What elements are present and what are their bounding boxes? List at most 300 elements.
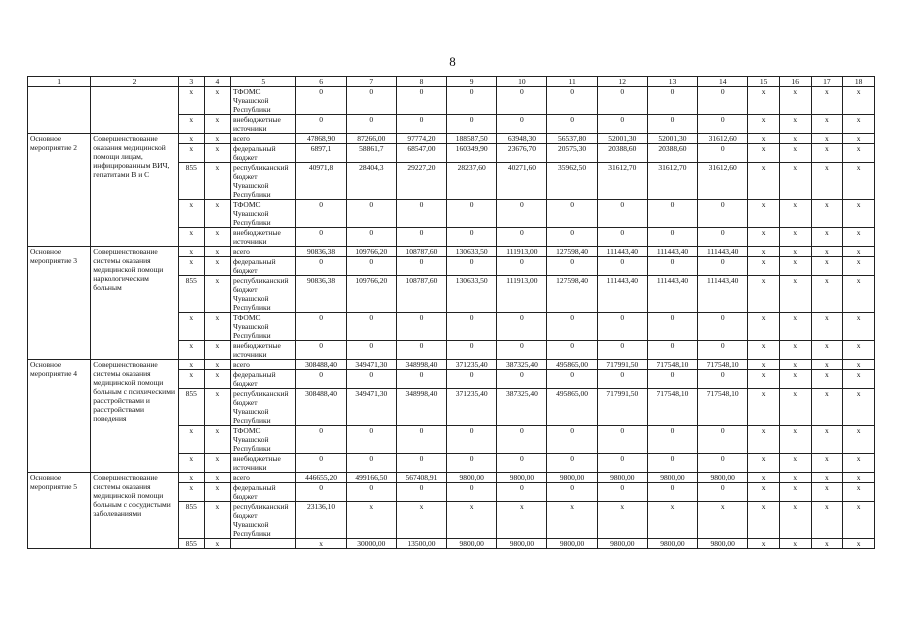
table-cell: 387325,40 — [497, 360, 547, 370]
table-cell: x — [748, 389, 780, 426]
table-cell: x — [811, 276, 843, 313]
table-cell: 0 — [396, 257, 446, 276]
table-cell: 111443,40 — [597, 276, 647, 313]
table-cell: 717991,50 — [597, 360, 647, 370]
event-title-cell: Совершенствование оказания медицинской помощи лицам, инфицированным ВИЧ, гепатитами B и C — [91, 134, 178, 247]
column-header: 16 — [779, 77, 811, 87]
table-cell: 0 — [346, 313, 396, 341]
table-cell: 0 — [346, 115, 396, 134]
funding-source-cell: ТФОМС Чувашской Республики — [230, 87, 295, 115]
table-cell: 9800,00 — [447, 539, 497, 549]
table-cell: 0 — [447, 313, 497, 341]
table-cell: 0 — [698, 257, 748, 276]
table-cell: 0 — [698, 454, 748, 473]
table-cell: 0 — [647, 370, 697, 389]
column-header: 8 — [396, 77, 446, 87]
table-cell: 0 — [447, 370, 497, 389]
table-cell: x — [178, 360, 204, 370]
funding-source-cell: федеральный бюджет — [230, 370, 295, 389]
column-header: 14 — [698, 77, 748, 87]
table-cell: 495865,00 — [547, 360, 597, 370]
table-cell: x — [811, 247, 843, 257]
table-cell: x — [748, 144, 780, 163]
table-cell: x — [204, 144, 230, 163]
table-cell: x — [204, 539, 230, 549]
table-cell: x — [779, 313, 811, 341]
table-cell: x — [178, 134, 204, 144]
table-cell: 87266,00 — [346, 134, 396, 144]
table-cell: 0 — [346, 454, 396, 473]
table-cell: 495865,00 — [547, 389, 597, 426]
table-cell: 58861,7 — [346, 144, 396, 163]
table-cell: x — [779, 200, 811, 228]
table-cell: x — [779, 228, 811, 247]
table-cell: x — [597, 502, 647, 539]
table-cell: 9800,00 — [597, 473, 647, 483]
table-cell: 52001,30 — [597, 134, 647, 144]
funding-source-cell: внебюджетные источники — [230, 115, 295, 134]
column-header: 10 — [497, 77, 547, 87]
column-header: 18 — [843, 77, 875, 87]
funding-source-cell: республиканский бюджет Чувашской Республики — [230, 276, 295, 313]
table-cell: x — [748, 426, 780, 454]
column-header: 12 — [597, 77, 647, 87]
table-cell: x — [204, 502, 230, 539]
table-cell: x — [779, 134, 811, 144]
table-cell: 0 — [547, 115, 597, 134]
event-name-cell: Основное мероприятие 5 — [28, 473, 91, 549]
table-cell: x — [748, 87, 780, 115]
column-header: 4 — [204, 77, 230, 87]
table-cell: 9800,00 — [698, 539, 748, 549]
table-cell: x — [843, 483, 875, 502]
table-cell: 0 — [346, 370, 396, 389]
table-cell: 111443,40 — [647, 247, 697, 257]
table-cell: 855 — [178, 163, 204, 200]
table-cell: 0 — [346, 87, 396, 115]
table-cell: x — [811, 539, 843, 549]
table-cell: 308488,40 — [296, 389, 346, 426]
table-cell: 0 — [396, 483, 446, 502]
table-cell: x — [779, 454, 811, 473]
table-cell: x — [811, 115, 843, 134]
table-cell: x — [178, 228, 204, 247]
table-cell: 0 — [296, 87, 346, 115]
table-cell: 0 — [647, 87, 697, 115]
table-cell: x — [779, 247, 811, 257]
table-cell: 9800,00 — [497, 473, 547, 483]
table-cell: 0 — [396, 313, 446, 341]
table-cell: x — [779, 539, 811, 549]
table-cell: x — [178, 370, 204, 389]
table-cell: 567408,91 — [396, 473, 446, 483]
column-header: 13 — [647, 77, 697, 87]
table-cell: x — [843, 454, 875, 473]
table-cell: x — [811, 389, 843, 426]
table-cell: x — [748, 473, 780, 483]
table-cell: 0 — [396, 87, 446, 115]
table-cell: 0 — [698, 228, 748, 247]
table-cell: x — [811, 483, 843, 502]
table-cell: x — [779, 502, 811, 539]
table-cell: x — [204, 341, 230, 360]
table-cell: x — [843, 247, 875, 257]
table-cell: 0 — [647, 115, 697, 134]
table-cell: x — [811, 360, 843, 370]
funding-source-cell: ТФОМС Чувашской Республики — [230, 426, 295, 454]
table-cell: x — [204, 257, 230, 276]
header-row — [28, 77, 875, 87]
table-row — [28, 134, 875, 144]
table-cell: 717991,50 — [597, 389, 647, 426]
table-cell: 47868,90 — [296, 134, 346, 144]
table-cell: 0 — [597, 313, 647, 341]
event-name-cell: Основное мероприятие 4 — [28, 360, 91, 473]
table-cell: 30000,00 — [346, 539, 396, 549]
table-cell: 349471,30 — [346, 360, 396, 370]
table-cell: 0 — [497, 200, 547, 228]
table-cell: x — [748, 200, 780, 228]
table-cell: 13500,00 — [396, 539, 446, 549]
table-cell: 31612,70 — [647, 163, 697, 200]
column-header: 6 — [296, 77, 346, 87]
table-cell: 111443,40 — [597, 247, 647, 257]
table-cell: 0 — [698, 313, 748, 341]
table-cell: x — [779, 426, 811, 454]
table-cell: x — [811, 454, 843, 473]
table-cell: 35962,50 — [547, 163, 597, 200]
table-cell: 717548,10 — [698, 360, 748, 370]
table-cell: x — [811, 502, 843, 539]
table-cell: x — [843, 370, 875, 389]
table-cell: x — [843, 341, 875, 360]
table-cell: 111913,00 — [497, 276, 547, 313]
table-cell: 0 — [447, 341, 497, 360]
table-cell: 0 — [547, 483, 597, 502]
table-cell: x — [748, 313, 780, 341]
table-cell: x — [811, 200, 843, 228]
table-cell: x — [204, 247, 230, 257]
table-cell: 23136,10 — [296, 502, 346, 539]
funding-source-cell: федеральный бюджет — [230, 483, 295, 502]
table-cell: 0 — [597, 370, 647, 389]
table-cell: x — [748, 539, 780, 549]
table-cell: 0 — [547, 426, 597, 454]
column-header: 2 — [91, 77, 178, 87]
table-cell: 308488,40 — [296, 360, 346, 370]
table-cell: 855 — [178, 539, 204, 549]
table-cell: 717548,10 — [647, 360, 697, 370]
table-cell: 28404,3 — [346, 163, 396, 200]
table-cell: x — [843, 389, 875, 426]
funding-source-cell: внебюджетные источники — [230, 228, 295, 247]
funding-source-cell: ТФОМС Чувашской Республики — [230, 313, 295, 341]
table-cell: 130633,50 — [447, 247, 497, 257]
table-cell: 63948,30 — [497, 134, 547, 144]
table-cell: x — [204, 200, 230, 228]
table-cell: 108787,60 — [396, 276, 446, 313]
event-title-cell — [91, 87, 178, 134]
table-cell: x — [779, 341, 811, 360]
table-cell: 0 — [447, 87, 497, 115]
table-cell: x — [204, 163, 230, 200]
table-cell: x — [843, 276, 875, 313]
table-cell: 855 — [178, 502, 204, 539]
table-cell: 0 — [547, 370, 597, 389]
table-cell: x — [779, 87, 811, 115]
table-row — [28, 360, 875, 370]
table-cell: 90836,38 — [296, 247, 346, 257]
table-cell: x — [748, 502, 780, 539]
table-cell: 31612,60 — [698, 163, 748, 200]
table-cell: x — [779, 473, 811, 483]
table-cell: x — [204, 454, 230, 473]
table-cell: x — [346, 502, 396, 539]
table-cell: x — [811, 341, 843, 360]
table-cell: x — [811, 426, 843, 454]
table-cell: 9800,00 — [497, 539, 547, 549]
table-cell: 0 — [296, 313, 346, 341]
funding-source-cell: всего — [230, 134, 295, 144]
table-cell: 0 — [597, 115, 647, 134]
table-cell: x — [811, 370, 843, 389]
table-cell: 0 — [547, 87, 597, 115]
table-cell: x — [748, 276, 780, 313]
table-cell: x — [204, 370, 230, 389]
table-cell: 0 — [597, 483, 647, 502]
table-cell: 108787,60 — [396, 247, 446, 257]
column-header: 3 — [178, 77, 204, 87]
table-cell: x — [811, 313, 843, 341]
funding-source-cell — [230, 539, 295, 549]
table-cell: x — [843, 473, 875, 483]
funding-source-cell: федеральный бюджет — [230, 144, 295, 163]
table-cell: x — [779, 370, 811, 389]
table-cell: 0 — [447, 115, 497, 134]
table-cell: 20575,30 — [547, 144, 597, 163]
table-cell: 0 — [497, 87, 547, 115]
table-cell: 717548,10 — [647, 389, 697, 426]
table-cell: 0 — [547, 454, 597, 473]
table-cell: 0 — [346, 483, 396, 502]
table-cell: 111443,40 — [698, 247, 748, 257]
table-cell: 0 — [447, 228, 497, 247]
table-cell: 0 — [497, 483, 547, 502]
event-title-cell: Совершенствование системы оказания медицинской помощи больным с психическими расстройствами и расстройствами поведения — [91, 360, 178, 473]
table-cell: x — [647, 502, 697, 539]
table-cell: 0 — [647, 426, 697, 454]
table-cell: 0 — [296, 454, 346, 473]
table-cell: 0 — [547, 313, 597, 341]
table-cell: 0 — [547, 257, 597, 276]
table-cell: 0 — [396, 200, 446, 228]
table-cell: 9800,00 — [647, 539, 697, 549]
table-cell: x — [843, 200, 875, 228]
table-cell: 130633,50 — [447, 276, 497, 313]
table-cell: x — [843, 134, 875, 144]
table-cell: x — [204, 134, 230, 144]
table-cell: x — [748, 360, 780, 370]
table-cell: x — [843, 228, 875, 247]
table-cell: x — [748, 341, 780, 360]
table-cell: x — [779, 483, 811, 502]
table-cell: x — [779, 144, 811, 163]
table-cell: x — [178, 87, 204, 115]
table-cell: x — [748, 247, 780, 257]
funding-source-cell: всего — [230, 247, 295, 257]
table-cell: 855 — [178, 389, 204, 426]
event-title-cell: Совершенствование системы оказания медицинской помощи больным с сосудистыми заболеваниями — [91, 473, 178, 549]
table-cell: x — [811, 163, 843, 200]
table-cell: 0 — [497, 341, 547, 360]
table-cell: x — [204, 483, 230, 502]
table-cell: 0 — [346, 257, 396, 276]
table-cell: 109766,20 — [346, 276, 396, 313]
table-cell: 0 — [698, 115, 748, 134]
table-cell: 111443,40 — [698, 276, 748, 313]
table-cell: 127598,40 — [547, 276, 597, 313]
table-cell: 0 — [547, 228, 597, 247]
table-cell: x — [204, 87, 230, 115]
table-cell: 0 — [647, 313, 697, 341]
table-cell: x — [843, 144, 875, 163]
table-cell: 160349,90 — [447, 144, 497, 163]
table-cell: x — [748, 134, 780, 144]
column-header: 7 — [346, 77, 396, 87]
table-cell: 499166,50 — [346, 473, 396, 483]
table-cell: 0 — [647, 200, 697, 228]
table-cell: 90836,38 — [296, 276, 346, 313]
table-cell: 52001,30 — [647, 134, 697, 144]
table-cell: 31612,70 — [597, 163, 647, 200]
table-cell: 0 — [447, 200, 497, 228]
table-cell: x — [296, 539, 346, 549]
table-cell: x — [843, 360, 875, 370]
table-cell: 109766,20 — [346, 247, 396, 257]
table-cell: 0 — [346, 341, 396, 360]
table-cell: 0 — [698, 483, 748, 502]
table-cell: x — [748, 257, 780, 276]
table-cell: 0 — [698, 144, 748, 163]
table-cell: x — [178, 115, 204, 134]
table-cell: x — [748, 163, 780, 200]
table-row — [28, 473, 875, 483]
table-cell: x — [811, 144, 843, 163]
table-cell: 0 — [346, 200, 396, 228]
table-cell: x — [698, 502, 748, 539]
table-cell: 0 — [547, 200, 597, 228]
table-cell: x — [447, 502, 497, 539]
table-cell: 111443,40 — [647, 276, 697, 313]
table-cell: x — [178, 426, 204, 454]
table-cell: 0 — [497, 228, 547, 247]
column-header: 17 — [811, 77, 843, 87]
table-cell: x — [843, 115, 875, 134]
table-cell: 23676,70 — [497, 144, 547, 163]
table-row — [28, 87, 875, 115]
table-cell: 0 — [396, 228, 446, 247]
table-cell: 0 — [597, 87, 647, 115]
table-cell: 9800,00 — [447, 473, 497, 483]
table-cell: x — [843, 87, 875, 115]
table-cell: x — [178, 454, 204, 473]
table-cell: x — [204, 473, 230, 483]
table-cell: 0 — [447, 454, 497, 473]
table-cell: x — [178, 473, 204, 483]
table-cell: 29227,20 — [396, 163, 446, 200]
table-cell: 0 — [597, 426, 647, 454]
table-cell: x — [811, 87, 843, 115]
table-cell: x — [748, 483, 780, 502]
table-cell: 9800,00 — [597, 539, 647, 549]
table-cell: 0 — [296, 483, 346, 502]
table-cell: x — [178, 341, 204, 360]
event-name-cell: Основное мероприятие 2 — [28, 134, 91, 247]
column-header: 1 — [28, 77, 91, 87]
table-cell: 855 — [178, 276, 204, 313]
table-cell: 0 — [497, 257, 547, 276]
table-cell: x — [779, 163, 811, 200]
table-cell: x — [843, 257, 875, 276]
table-cell: 0 — [396, 454, 446, 473]
table-cell: x — [204, 389, 230, 426]
table-cell: x — [779, 360, 811, 370]
table-cell: 0 — [597, 257, 647, 276]
table-cell: x — [748, 454, 780, 473]
table-cell: 0 — [597, 454, 647, 473]
funding-source-cell: федеральный бюджет — [230, 257, 295, 276]
event-name-cell — [28, 87, 91, 134]
table-cell: x — [811, 134, 843, 144]
table-cell: 0 — [447, 426, 497, 454]
table-cell: x — [204, 115, 230, 134]
table-cell: 0 — [296, 257, 346, 276]
table-cell: 0 — [647, 454, 697, 473]
table-cell: 0 — [698, 341, 748, 360]
table-cell: 0 — [547, 341, 597, 360]
table-cell: 9800,00 — [547, 539, 597, 549]
table-cell: x — [178, 247, 204, 257]
table-cell: 0 — [698, 200, 748, 228]
table-cell: 446655,20 — [296, 473, 346, 483]
table-cell: 0 — [698, 87, 748, 115]
table-cell: x — [396, 502, 446, 539]
table-cell: 0 — [396, 115, 446, 134]
table-cell: 6897,1 — [296, 144, 346, 163]
event-title-cell: Совершенствование системы оказания медицинской помощи наркологическим больным — [91, 247, 178, 360]
table-cell: x — [178, 144, 204, 163]
table-cell: x — [811, 257, 843, 276]
table-cell: x — [497, 502, 547, 539]
table-cell: x — [811, 228, 843, 247]
funding-source-cell: внебюджетные источники — [230, 341, 295, 360]
table-cell: 40271,60 — [497, 163, 547, 200]
table-cell: 0 — [447, 483, 497, 502]
table-cell: 0 — [497, 426, 547, 454]
funding-source-cell: всего — [230, 473, 295, 483]
table-cell: 371235,40 — [447, 360, 497, 370]
table-cell: x — [204, 360, 230, 370]
table-cell: 0 — [497, 370, 547, 389]
table-cell: x — [779, 257, 811, 276]
table-cell: 0 — [497, 313, 547, 341]
funding-source-cell: республиканский бюджет Чувашской Республики — [230, 163, 295, 200]
table-cell: 0 — [597, 228, 647, 247]
table-cell: x — [843, 426, 875, 454]
table-cell: 97774,20 — [396, 134, 446, 144]
table-cell: 0 — [296, 341, 346, 360]
table-cell: 0 — [396, 426, 446, 454]
